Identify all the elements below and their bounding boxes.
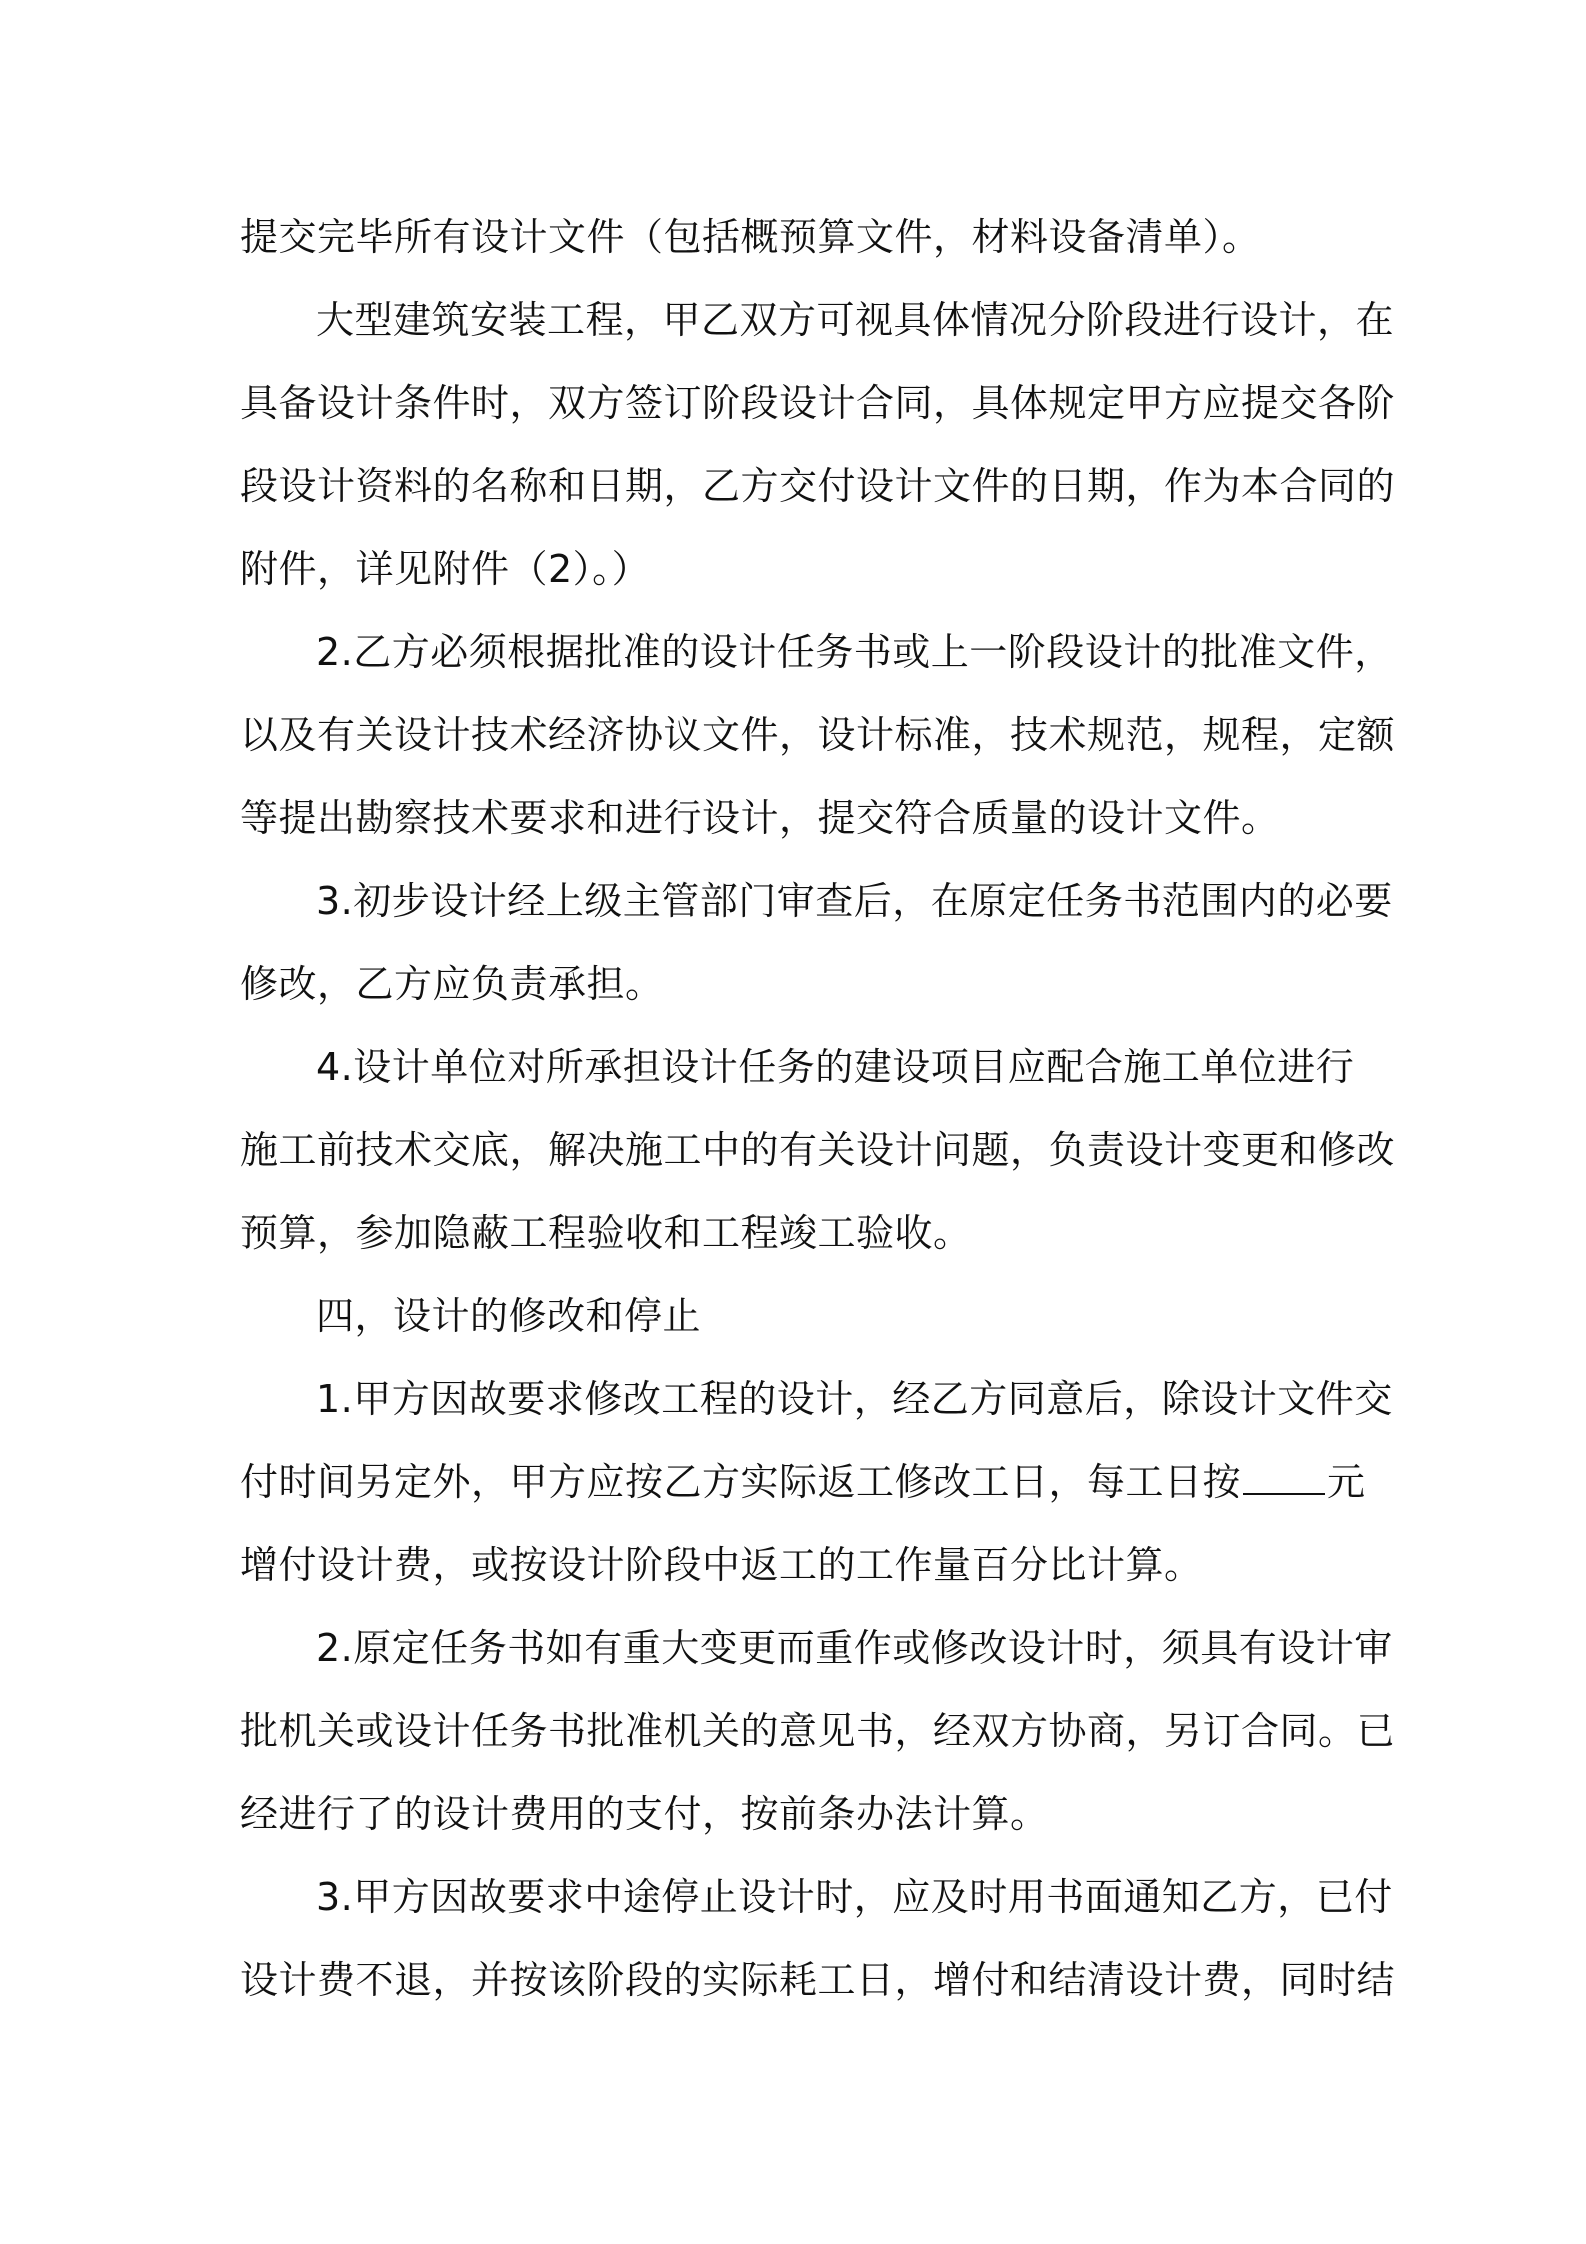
text-line: 修改，乙方应负责承担。 — [240, 962, 664, 1006]
text-line: 具备设计条件时，双方签订阶段设计合同，具体规定甲方应提交各阶 — [240, 381, 1396, 425]
text-line: 经进行了的设计费用的支付，按前条办法计算。 — [240, 1792, 1049, 1836]
text-line: 段设计资料的名称和日期，乙方交付设计文件的日期，作为本合同的 — [240, 464, 1396, 508]
clause-2-start: 2.乙方必须根据批准的设计任务书或上一阶段设计的批准文件， — [316, 630, 1393, 674]
fill-in-blank — [1243, 1459, 1325, 1495]
section-heading: 四，设计的修改和停止 — [316, 1294, 702, 1338]
text-line-with-blank — [240, 1441, 1366, 1524]
paragraph-start: 大型建筑安装工程，甲乙双方可视具体情况分阶段进行设计，在 — [316, 298, 1395, 342]
text-line: 批机关或设计任务书批准机关的意见书，经双方协商，另订合同。已 — [240, 1709, 1396, 1753]
text-fragment: 元 — [1327, 1460, 1366, 1504]
text-line: 提交完毕所有设计文件（包括概预算文件，材料设备清单）。 — [240, 215, 1261, 259]
text-line: 施工前技术交底，解决施工中的有关设计问题，负责设计变更和修改 — [240, 1128, 1396, 1172]
clause-2-start: 2.原定任务书如有重大变更而重作或修改设计时，须具有设计审 — [316, 1626, 1393, 1670]
clause-3-start: 3.初步设计经上级主管部门审查后，在原定任务书范围内的必要 — [316, 879, 1393, 923]
text-line: 预算，参加隐蔽工程验收和工程竣工验收。 — [240, 1211, 972, 1255]
text-line: 增付设计费，或按设计阶段中返工的工作量百分比计算。 — [240, 1543, 1203, 1587]
clause-4-start: 4.设计单位对所承担设计任务的建设项目应配合施工单位进行 — [316, 1045, 1355, 1089]
text-line: 以及有关设计技术经济协议文件，设计标准，技术规范，规程，定额 — [240, 713, 1396, 757]
clause-3-start: 3.甲方因故要求中途停止设计时，应及时用书面通知乙方，已付 — [316, 1875, 1393, 1919]
text-line: 等提出勘察技术要求和进行设计，提交符合质量的设计文件。 — [240, 796, 1280, 840]
text-line: 附件，详见附件（2）。） — [240, 547, 651, 591]
text-fragment: 付时间另定外，甲方应按乙方实际返工修改工日，每工日按 — [240, 1460, 1242, 1504]
document-page — [240, 196, 1396, 2022]
text-line: 设计费不退，并按该阶段的实际耗工日，增付和结清设计费，同时结 — [240, 1958, 1396, 2002]
clause-1-start: 1.甲方因故要求修改工程的设计，经乙方同意后，除设计文件交 — [316, 1377, 1393, 1421]
